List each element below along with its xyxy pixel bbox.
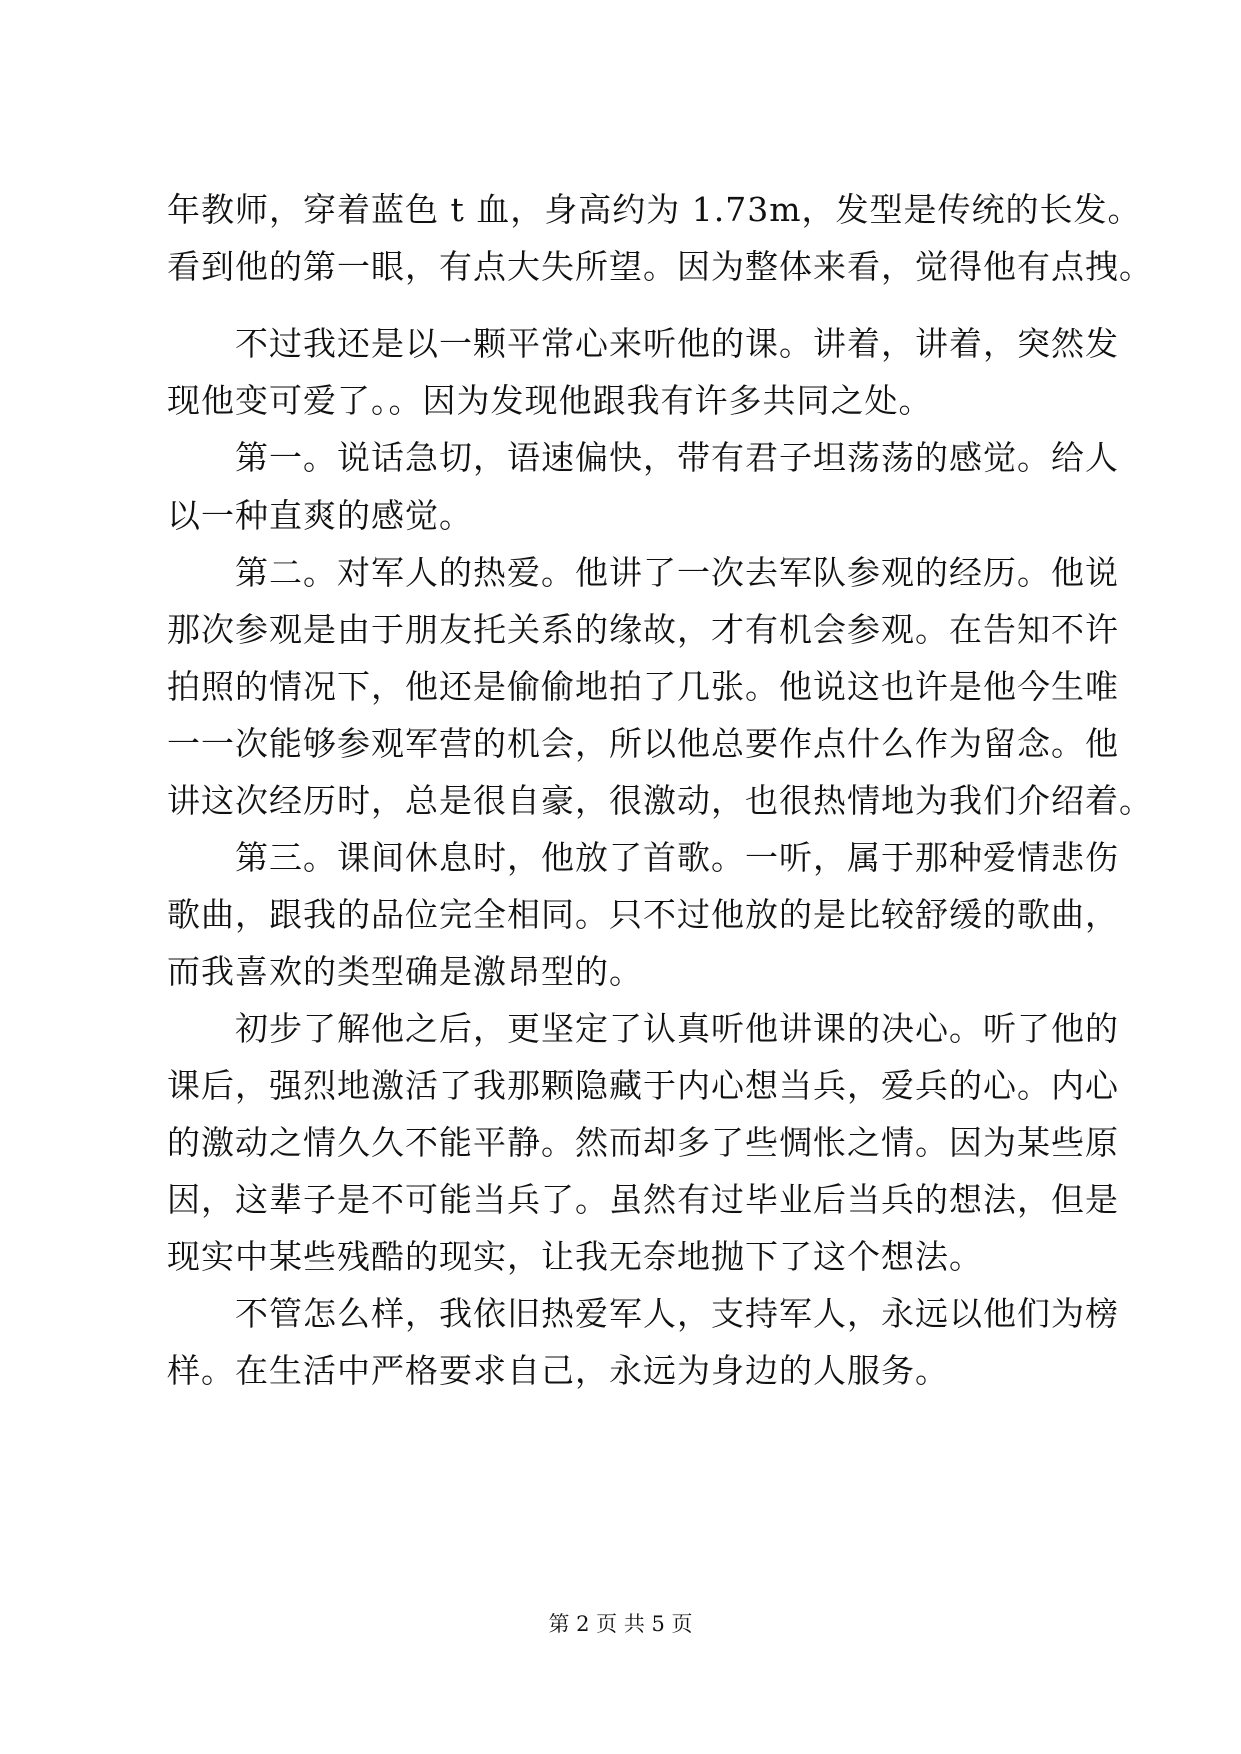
- text-line: 第二。对军人的热爱。他讲了一次去军队参观的经历。他说: [167, 553, 1119, 592]
- page-number-footer: 第 2 页 共 5 页: [548, 1612, 693, 1636]
- text-line: 课后，强烈地激活了我那颗隐藏于内心想当兵，爱兵的心。内心: [167, 1066, 1119, 1105]
- text-line: 而我喜欢的类型确是激昂型的。: [167, 952, 643, 991]
- text-line: 因，这辈子是不可能当兵了。虽然有过毕业后当兵的想法，但是: [167, 1180, 1119, 1219]
- text-line: 讲这次经历时，总是很自豪，很激动，也很热情地为我们介绍着。: [167, 781, 1153, 820]
- text-line: 以一种直爽的感觉。: [167, 496, 473, 535]
- text-line: 一一次能够参观军营的机会，所以他总要作点什么作为留念。他: [167, 724, 1119, 763]
- text-line: 拍照的情况下，他还是偷偷地拍了几张。他说这也许是他今生唯: [167, 667, 1119, 706]
- text-line: 那次参观是由于朋友托关系的缘故，才有机会参观。在告知不许: [167, 610, 1119, 649]
- text-line: 样。在生活中严格要求自己，永远为身边的人服务。: [167, 1351, 949, 1390]
- text-line: 现他变可爱了。。因为发现他跟我有许多共同之处。: [167, 381, 933, 420]
- text-line: 不过我还是以一颗平常心来听他的课。讲着，讲着，突然发: [167, 324, 1119, 363]
- text-line: 歌曲，跟我的品位完全相同。只不过他放的是比较舒缓的歌曲，: [167, 895, 1119, 934]
- text-line: 不管怎么样，我依旧热爱军人，支持军人，永远以他们为榜: [167, 1294, 1119, 1333]
- text-line: 第三。课间休息时，他放了首歌。一听，属于那种爱情悲伤: [167, 838, 1119, 877]
- text-line: 第一。说话急切，语速偏快，带有君子坦荡荡的感觉。给人: [167, 438, 1119, 477]
- text-line: 年教师，穿着蓝色 t 血，身高约为 1.73m，发型是传统的长发。: [167, 190, 1142, 229]
- text-line: 初步了解他之后，更坚定了认真听他讲课的决心。听了他的: [167, 1009, 1119, 1048]
- text-line: 的激动之情久久不能平静。然而却多了些惆怅之情。因为某些原: [167, 1123, 1119, 1162]
- text-line: 看到他的第一眼，有点大失所望。因为整体来看，觉得他有点拽。: [167, 247, 1153, 286]
- text-line: 现实中某些残酷的现实，让我无奈地抛下了这个想法。: [167, 1237, 983, 1276]
